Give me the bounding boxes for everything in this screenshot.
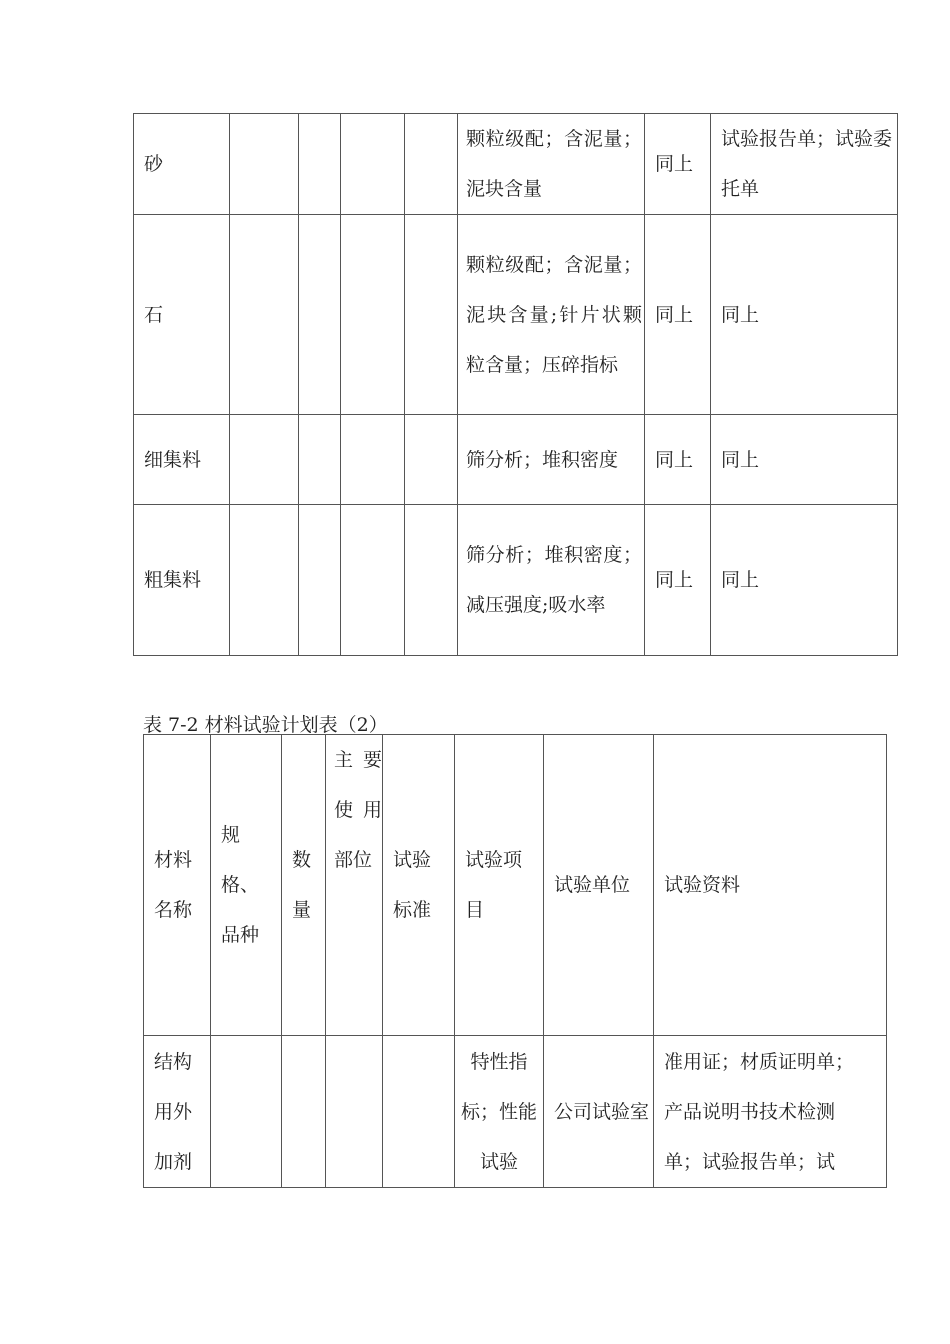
test-items-cell: 筛分析；堆积密度 [458,415,645,505]
material-test-plan-table [143,734,887,1188]
test-items-cell: 颗粒级配；含泥量；泥块含量;针片状颗粒含量；压碎指标 [458,215,645,415]
test-docs-cell: 准用证；材质证明单；产品说明书技术检测单；试验报告单；试 [654,1036,887,1188]
material-test-table-continued [133,113,898,656]
test-unit-cell: 同上 [645,415,711,505]
material-name-cell: 石 [134,215,230,415]
material-name-cell: 细集料 [134,415,230,505]
header-test-docs: 试验资料 [654,735,887,1036]
header-test-unit: 试验单位 [544,735,654,1036]
header-usage-part: 主要使用部位 [326,735,383,1036]
test-items-cell: 颗粒级配；含泥量；泥块含量 [458,114,645,215]
test-unit-cell: 同上 [645,114,711,215]
test-docs-cell: 同上 [711,215,898,415]
table-caption: 表 7-2 材料试验计划表（2） [143,714,388,736]
table-row [134,415,898,505]
header-quantity: 数量 [282,735,326,1036]
test-items-cell: 特性指标；性能试验 [455,1036,544,1188]
table-header-row [144,735,887,1036]
test-unit-cell: 同上 [645,505,711,656]
header-material-name: 材料名称 [144,735,211,1036]
material-name-cell: 结构用外加剂 [144,1036,211,1188]
test-unit-cell: 公司试验室 [544,1036,654,1188]
header-test-standard: 试验标准 [383,735,455,1036]
header-test-items: 试验项目 [455,735,544,1036]
test-docs-cell: 同上 [711,505,898,656]
test-items-cell: 筛分析；堆积密度；减压强度;吸水率 [458,505,645,656]
material-name-cell: 砂 [134,114,230,215]
table-row [134,215,898,415]
table-row [134,114,898,215]
table-row [134,505,898,656]
table-row [144,1036,887,1188]
test-docs-cell: 试验报告单；试验委托单 [711,114,898,215]
material-name-cell: 粗集料 [134,505,230,656]
header-spec: 规格、品种 [211,735,282,1036]
test-unit-cell: 同上 [645,215,711,415]
test-docs-cell: 同上 [711,415,898,505]
